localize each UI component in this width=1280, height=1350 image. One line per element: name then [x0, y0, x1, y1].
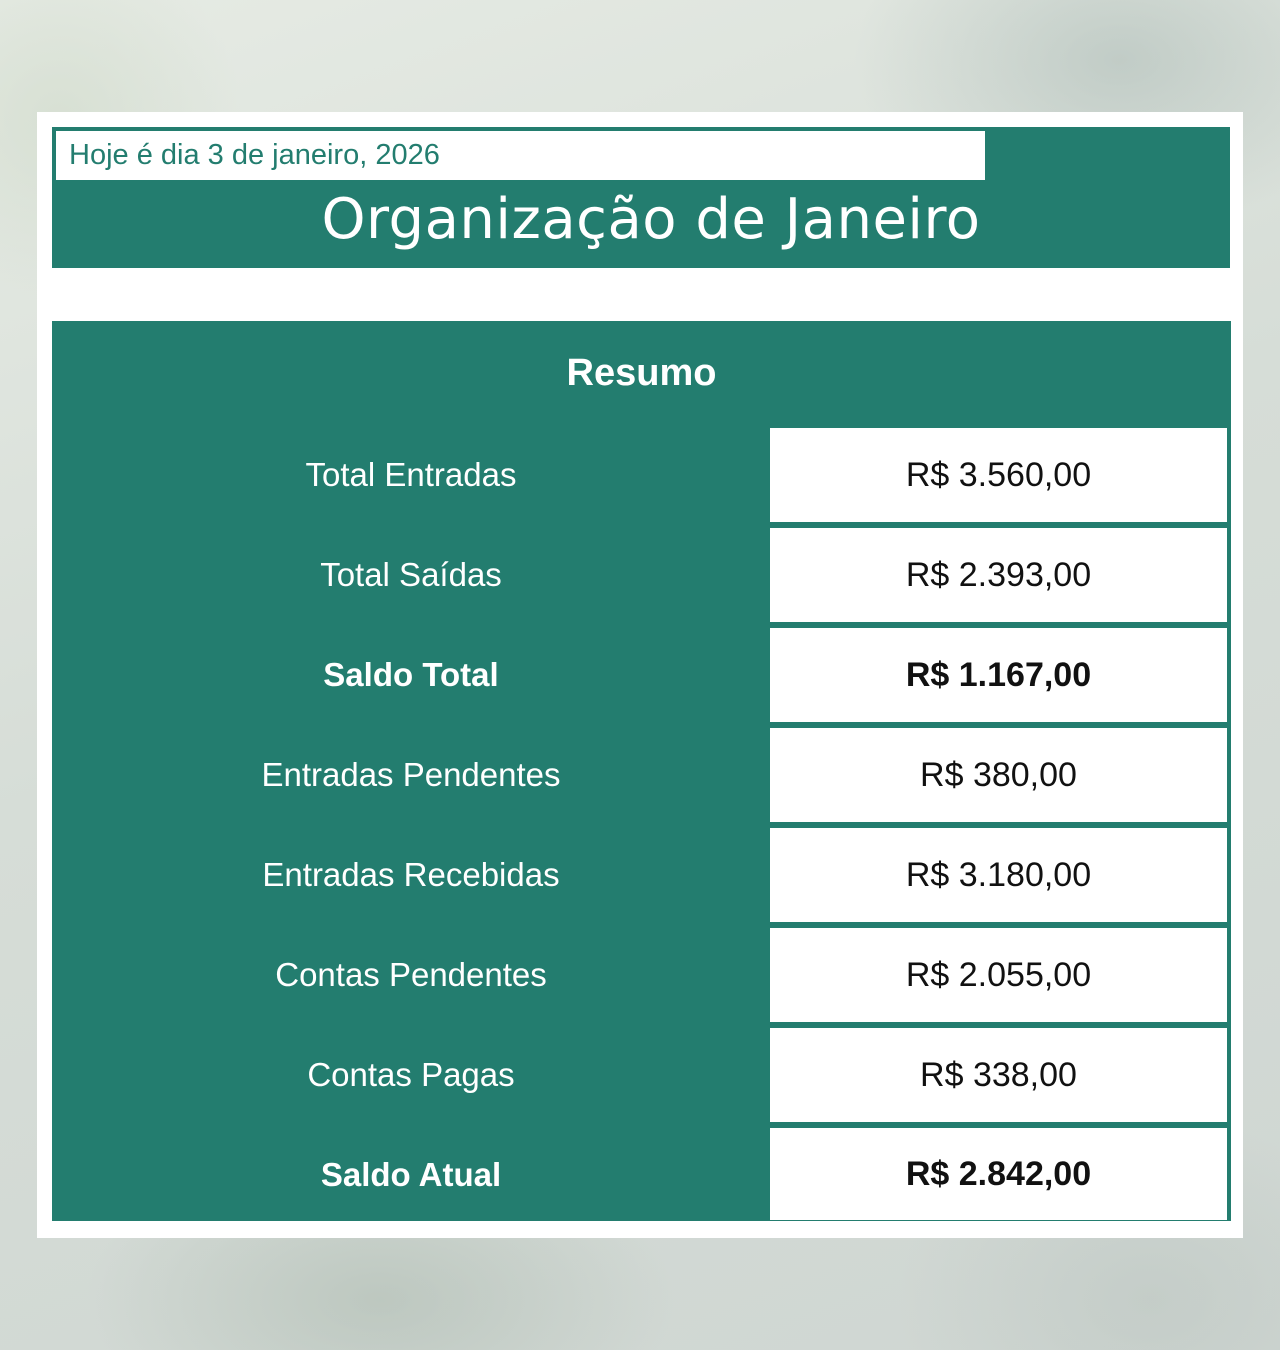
row-label: Entradas Recebidas — [262, 856, 560, 893]
row-value: R$ 3.180,00 — [770, 828, 1227, 922]
row-value: R$ 3.560,00 — [770, 428, 1227, 522]
summary-row-contas-pendentes — [52, 925, 1231, 1025]
row-label: Total Entradas — [305, 456, 517, 493]
summary-table — [52, 321, 1231, 1221]
summary-row-total-saidas — [52, 525, 1231, 625]
header-band — [52, 127, 1230, 271]
summary-row-contas-pagas — [52, 1025, 1231, 1125]
row-label: Saldo Atual — [320, 1156, 502, 1193]
summary-heading: Resumo — [566, 351, 717, 394]
summary-row-entradas-pendentes — [52, 725, 1231, 825]
summary-row-saldo-total — [52, 625, 1231, 725]
row-value: R$ 2.393,00 — [770, 528, 1227, 622]
row-label: Contas Pagas — [307, 1056, 515, 1093]
summary-row-total-entradas — [52, 425, 1231, 525]
date-cell: Hoje é dia 3 de janeiro, 2026 — [56, 131, 985, 180]
row-label: Saldo Total — [323, 656, 499, 693]
summary-row-entradas-recebidas — [52, 825, 1231, 925]
summary-row-saldo-atual — [52, 1125, 1231, 1225]
page-title: Organização de Janeiro — [321, 187, 981, 252]
row-value: R$ 380,00 — [770, 728, 1227, 822]
row-label: Contas Pendentes — [275, 956, 547, 993]
row-label: Entradas Pendentes — [261, 756, 561, 793]
row-value: R$ 2.842,00 — [770, 1128, 1227, 1220]
row-value: R$ 338,00 — [770, 1028, 1227, 1122]
row-label: Total Saídas — [320, 556, 502, 593]
row-value: R$ 1.167,00 — [770, 628, 1227, 722]
summary-sheet — [37, 112, 1243, 1238]
row-value: R$ 2.055,00 — [770, 928, 1227, 1022]
